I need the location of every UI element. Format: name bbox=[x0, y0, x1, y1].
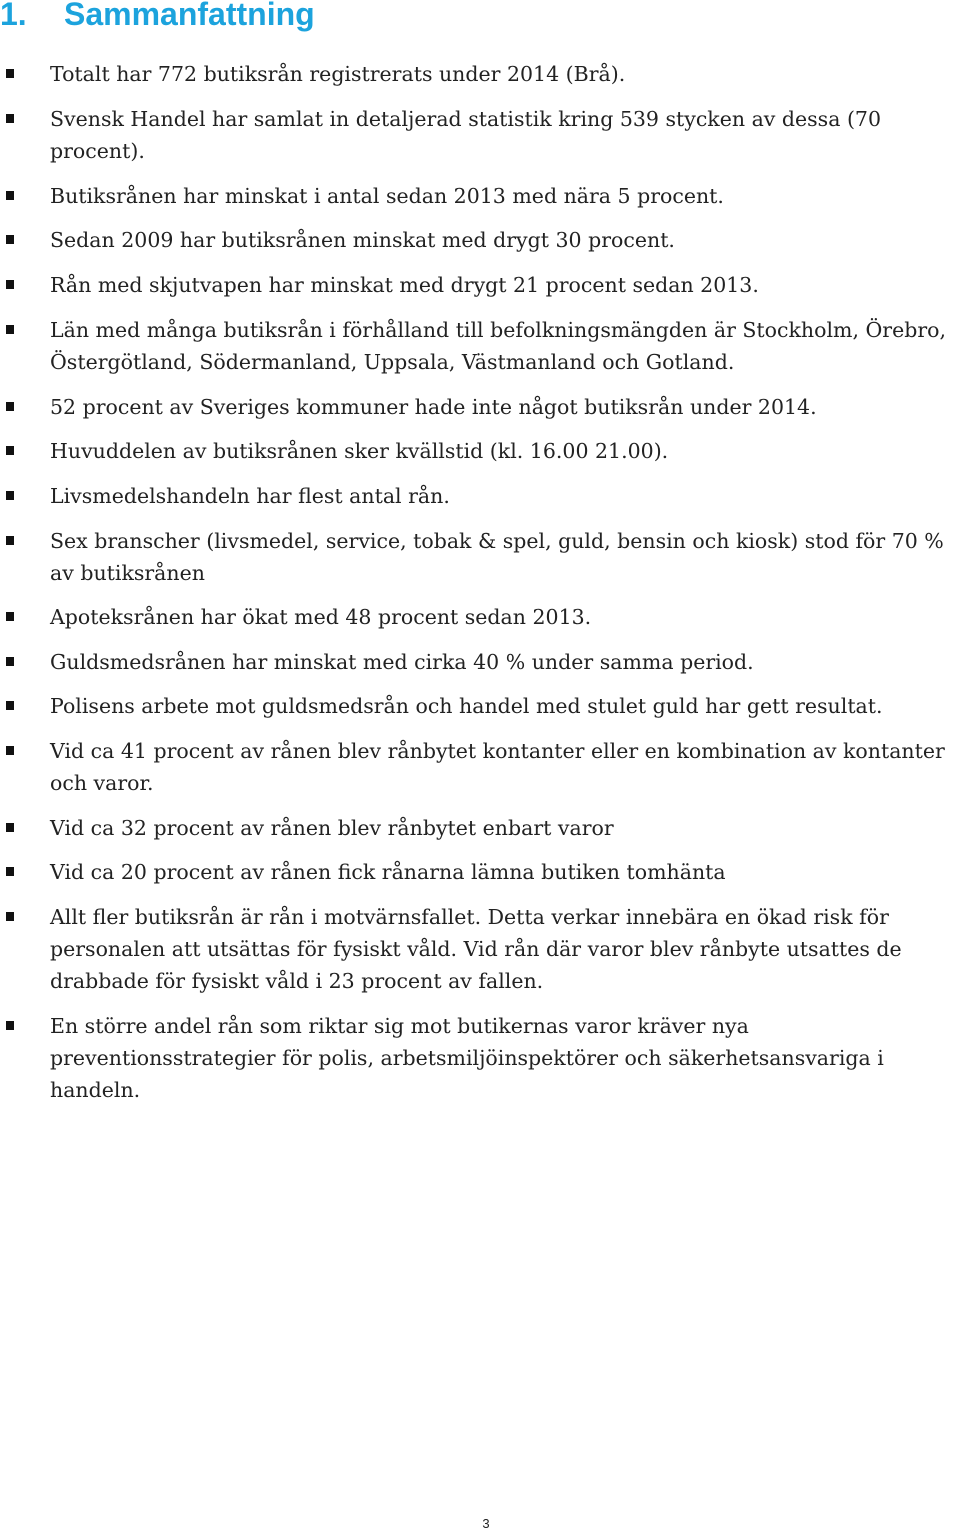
list-item-text: Rån med skjutvapen har minskat med drygt 21 procent sedan 2013. bbox=[50, 273, 759, 297]
bullet-square-icon bbox=[6, 746, 14, 755]
section-heading bbox=[0, 0, 315, 32]
page-number: 3 bbox=[482, 1516, 490, 1531]
list-item bbox=[0, 601, 960, 633]
bullet-square-icon bbox=[6, 612, 14, 621]
list-item bbox=[0, 856, 960, 888]
list-item-text: Butiksrånen har minskat i antal sedan 2013 med nära 5 procent. bbox=[50, 184, 724, 208]
list-item bbox=[0, 314, 960, 378]
list-item bbox=[0, 480, 960, 512]
list-item-text: 52 procent av Sveriges kommuner hade inte något butiksrån under 2014. bbox=[50, 395, 817, 419]
section-title: Sammanfattning bbox=[64, 0, 315, 32]
list-item bbox=[0, 1010, 960, 1106]
list-item bbox=[0, 435, 960, 467]
bullet-square-icon bbox=[6, 325, 14, 334]
list-item bbox=[0, 646, 960, 678]
bullet-square-icon bbox=[6, 657, 14, 666]
bullet-square-icon bbox=[6, 114, 14, 123]
list-item-text: Län med många butiksrån i förhålland till befolkningsmängden är Stockholm, Örebro, Östergötland, Södermanland, Uppsala, Västmanland och Gotland. bbox=[50, 318, 947, 374]
bullet-square-icon bbox=[6, 402, 14, 411]
section-number: 1. bbox=[0, 0, 27, 32]
list-item-text: Polisens arbete mot guldsmedsrån och handel med stulet guld har gett resultat. bbox=[50, 694, 883, 718]
list-item-text: Totalt har 772 butiksrån registrerats under 2014 (Brå). bbox=[50, 62, 626, 86]
list-item-text: Sedan 2009 har butiksrånen minskat med drygt 30 procent. bbox=[50, 228, 675, 252]
list-item bbox=[0, 58, 960, 90]
list-item bbox=[0, 103, 960, 167]
bullet-square-icon bbox=[6, 912, 14, 921]
bullet-square-icon bbox=[6, 867, 14, 876]
list-item-text: Svensk Handel har samlat in detaljerad statistik kring 539 stycken av dessa (70 procent). bbox=[50, 107, 882, 163]
list-item bbox=[0, 901, 960, 997]
bullet-square-icon bbox=[6, 823, 14, 832]
list-item-text: Apoteksrånen har ökat med 48 procent sedan 2013. bbox=[50, 605, 592, 629]
bullet-square-icon bbox=[6, 69, 14, 78]
list-item-text: Livsmedelshandeln har flest antal rån. bbox=[50, 484, 450, 508]
bullet-square-icon bbox=[6, 235, 14, 244]
list-item bbox=[0, 690, 960, 722]
list-item bbox=[0, 180, 960, 212]
list-item-text: Vid ca 32 procent av rånen blev rånbytet enbart varor bbox=[50, 816, 614, 840]
list-item bbox=[0, 812, 960, 844]
list-item bbox=[0, 525, 960, 589]
list-item bbox=[0, 735, 960, 799]
bullet-square-icon bbox=[6, 191, 14, 200]
list-item bbox=[0, 391, 960, 423]
list-item bbox=[0, 224, 960, 256]
bullet-square-icon bbox=[6, 701, 14, 710]
list-item-text: En större andel rån som riktar sig mot butikernas varor kräver nya preventionsstrategier för polis, arbetsmiljöinspektörer och säkerhetsansvariga i handeln. bbox=[50, 1014, 884, 1102]
list-item-text: Vid ca 20 procent av rånen fick rånarna lämna butiken tomhänta bbox=[50, 860, 726, 884]
list-item-text: Sex branscher (livsmedel, service, tobak & spel, guld, bensin och kiosk) stod för 70 % av butiksrånen bbox=[50, 529, 944, 585]
list-item-text: Vid ca 41 procent av rånen blev rånbytet kontanter eller en kombination av kontanter och varor. bbox=[50, 739, 945, 795]
bullet-square-icon bbox=[6, 446, 14, 455]
bullet-square-icon bbox=[6, 536, 14, 545]
bullet-square-icon bbox=[6, 280, 14, 289]
bullet-square-icon bbox=[6, 1021, 14, 1030]
list-item-text: Guldsmedsrånen har minskat med cirka 40 % under samma period. bbox=[50, 650, 754, 674]
list-item-text: Allt fler butiksrån är rån i motvärnsfallet. Detta verkar innebära en ökad risk för personalen att utsättas för fysiskt våld. Vid rån där varor blev rånbyte utsattes de drabbade för fysiskt våld i 23 procent av fallen. bbox=[50, 905, 902, 993]
list-item bbox=[0, 269, 960, 301]
list-item-text: Huvuddelen av butiksrånen sker kvällstid (kl. 16.00 21.00). bbox=[50, 439, 669, 463]
bullet-square-icon bbox=[6, 491, 14, 500]
